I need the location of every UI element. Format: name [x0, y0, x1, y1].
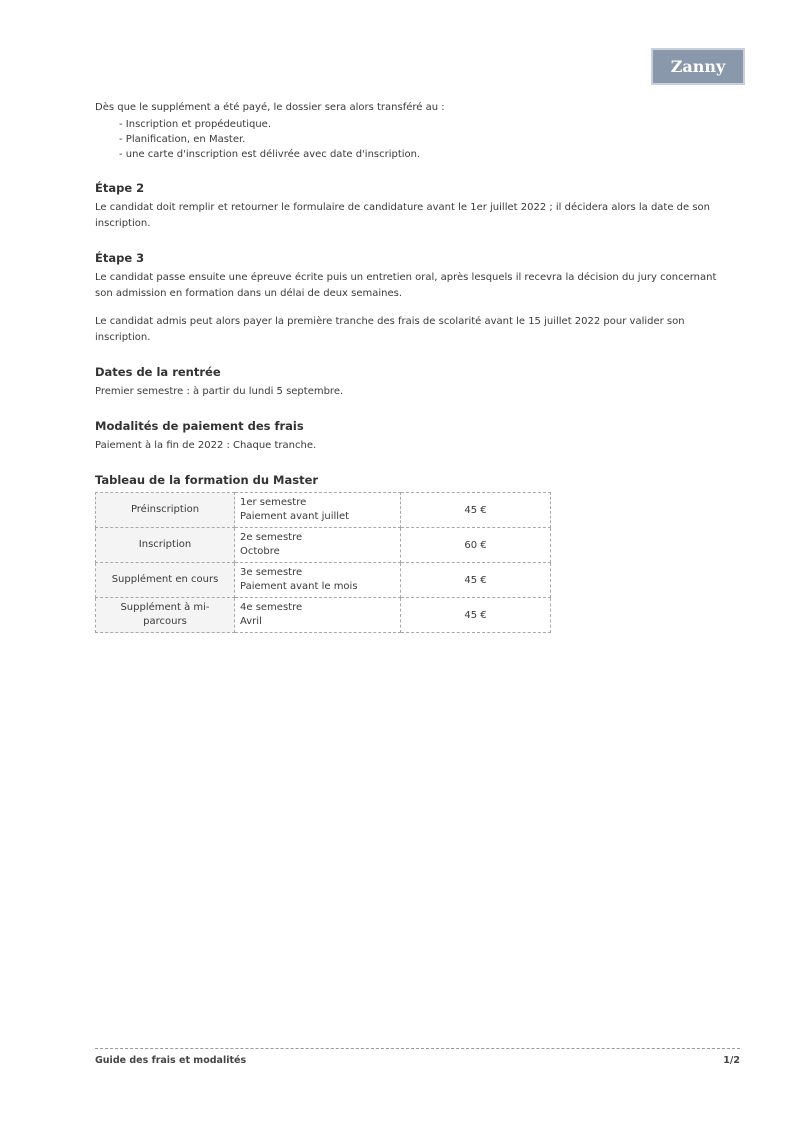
installment-detail-line-2: Paiement avant le mois [240, 581, 358, 592]
section-heading: Étape 2 [95, 181, 145, 195]
table-row [96, 528, 551, 563]
installment-detail-line-1: 3e semestre [240, 567, 303, 578]
page-footer [95, 1048, 740, 1066]
installment-price-cell: 60 € [401, 528, 551, 563]
installment-name-cell: Supplément à mi-parcours [96, 598, 235, 633]
table-row [96, 598, 551, 633]
installment-detail-line-2: Avril [240, 616, 262, 627]
section-paragraph: Le candidat doit remplir et retourner le formulaire de candidature avant le 1er juillet 2022 ; il décidera alors la date de son inscription. [95, 202, 711, 229]
installment-detail-line-2: Paiement avant juillet [240, 511, 350, 522]
section-paragraph: Premier semestre : à partir du lundi 5 septembre. [95, 386, 344, 397]
section-paragraph: Paiement à la fin de 2022 : Chaque tranche. [95, 440, 317, 451]
section-paragraph: Le candidat admis peut alors payer la première tranche des frais de scolarité avant le 15 juillet 2022 pour valider son inscription. [95, 316, 685, 343]
installment-price-cell: 45 € [401, 598, 551, 633]
footer-divider [95, 1048, 740, 1049]
intro-list-item: - une carte d'inscription est délivrée avec date d'inscription. [119, 149, 421, 160]
installment-detail-cell [235, 598, 401, 633]
installment-name-cell: Préinscription [96, 493, 235, 528]
section-heading: Dates de la rentrée [95, 365, 221, 379]
installment-detail-line-1: 1er semestre [240, 497, 307, 508]
sections-container [95, 180, 725, 454]
table-row [96, 563, 551, 598]
installment-detail-line-2: Octobre [240, 546, 280, 557]
installment-detail-line-1: 2e semestre [240, 532, 303, 543]
table-heading: Tableau de la formation du Master [95, 473, 319, 487]
page-number: 1/2 [723, 1055, 740, 1066]
installment-name-cell: Inscription [96, 528, 235, 563]
installment-detail-line-1: 4e semestre [240, 602, 303, 613]
logo: Zanny [651, 48, 745, 85]
intro-list-item: - Planification, en Master. [119, 134, 246, 145]
installment-table [95, 492, 551, 633]
intro-list-item: - Inscription et propédeutique. [119, 119, 272, 130]
intro-list [95, 117, 725, 162]
footer-left-text: Guide des frais et modalités [95, 1055, 247, 1066]
section-heading: Étape 3 [95, 251, 145, 265]
installment-detail-cell [235, 528, 401, 563]
installment-detail-cell [235, 493, 401, 528]
installment-price-cell: 45 € [401, 493, 551, 528]
section-heading: Modalités de paiement des frais [95, 419, 304, 433]
table-row [96, 493, 551, 528]
installment-name-cell: Supplément en cours [96, 563, 235, 598]
installment-detail-cell [235, 563, 401, 598]
intro-text: Dès que le supplément a été payé, le dossier sera alors transféré au : [95, 102, 445, 113]
document-content [95, 100, 725, 633]
section-paragraph: Le candidat passe ensuite une épreuve écrite puis un entretien oral, après lesquels il recevra la décision du jury concernant son admission en formation dans un délai de deux semaines. [95, 272, 717, 299]
installment-price-cell: 45 € [401, 563, 551, 598]
